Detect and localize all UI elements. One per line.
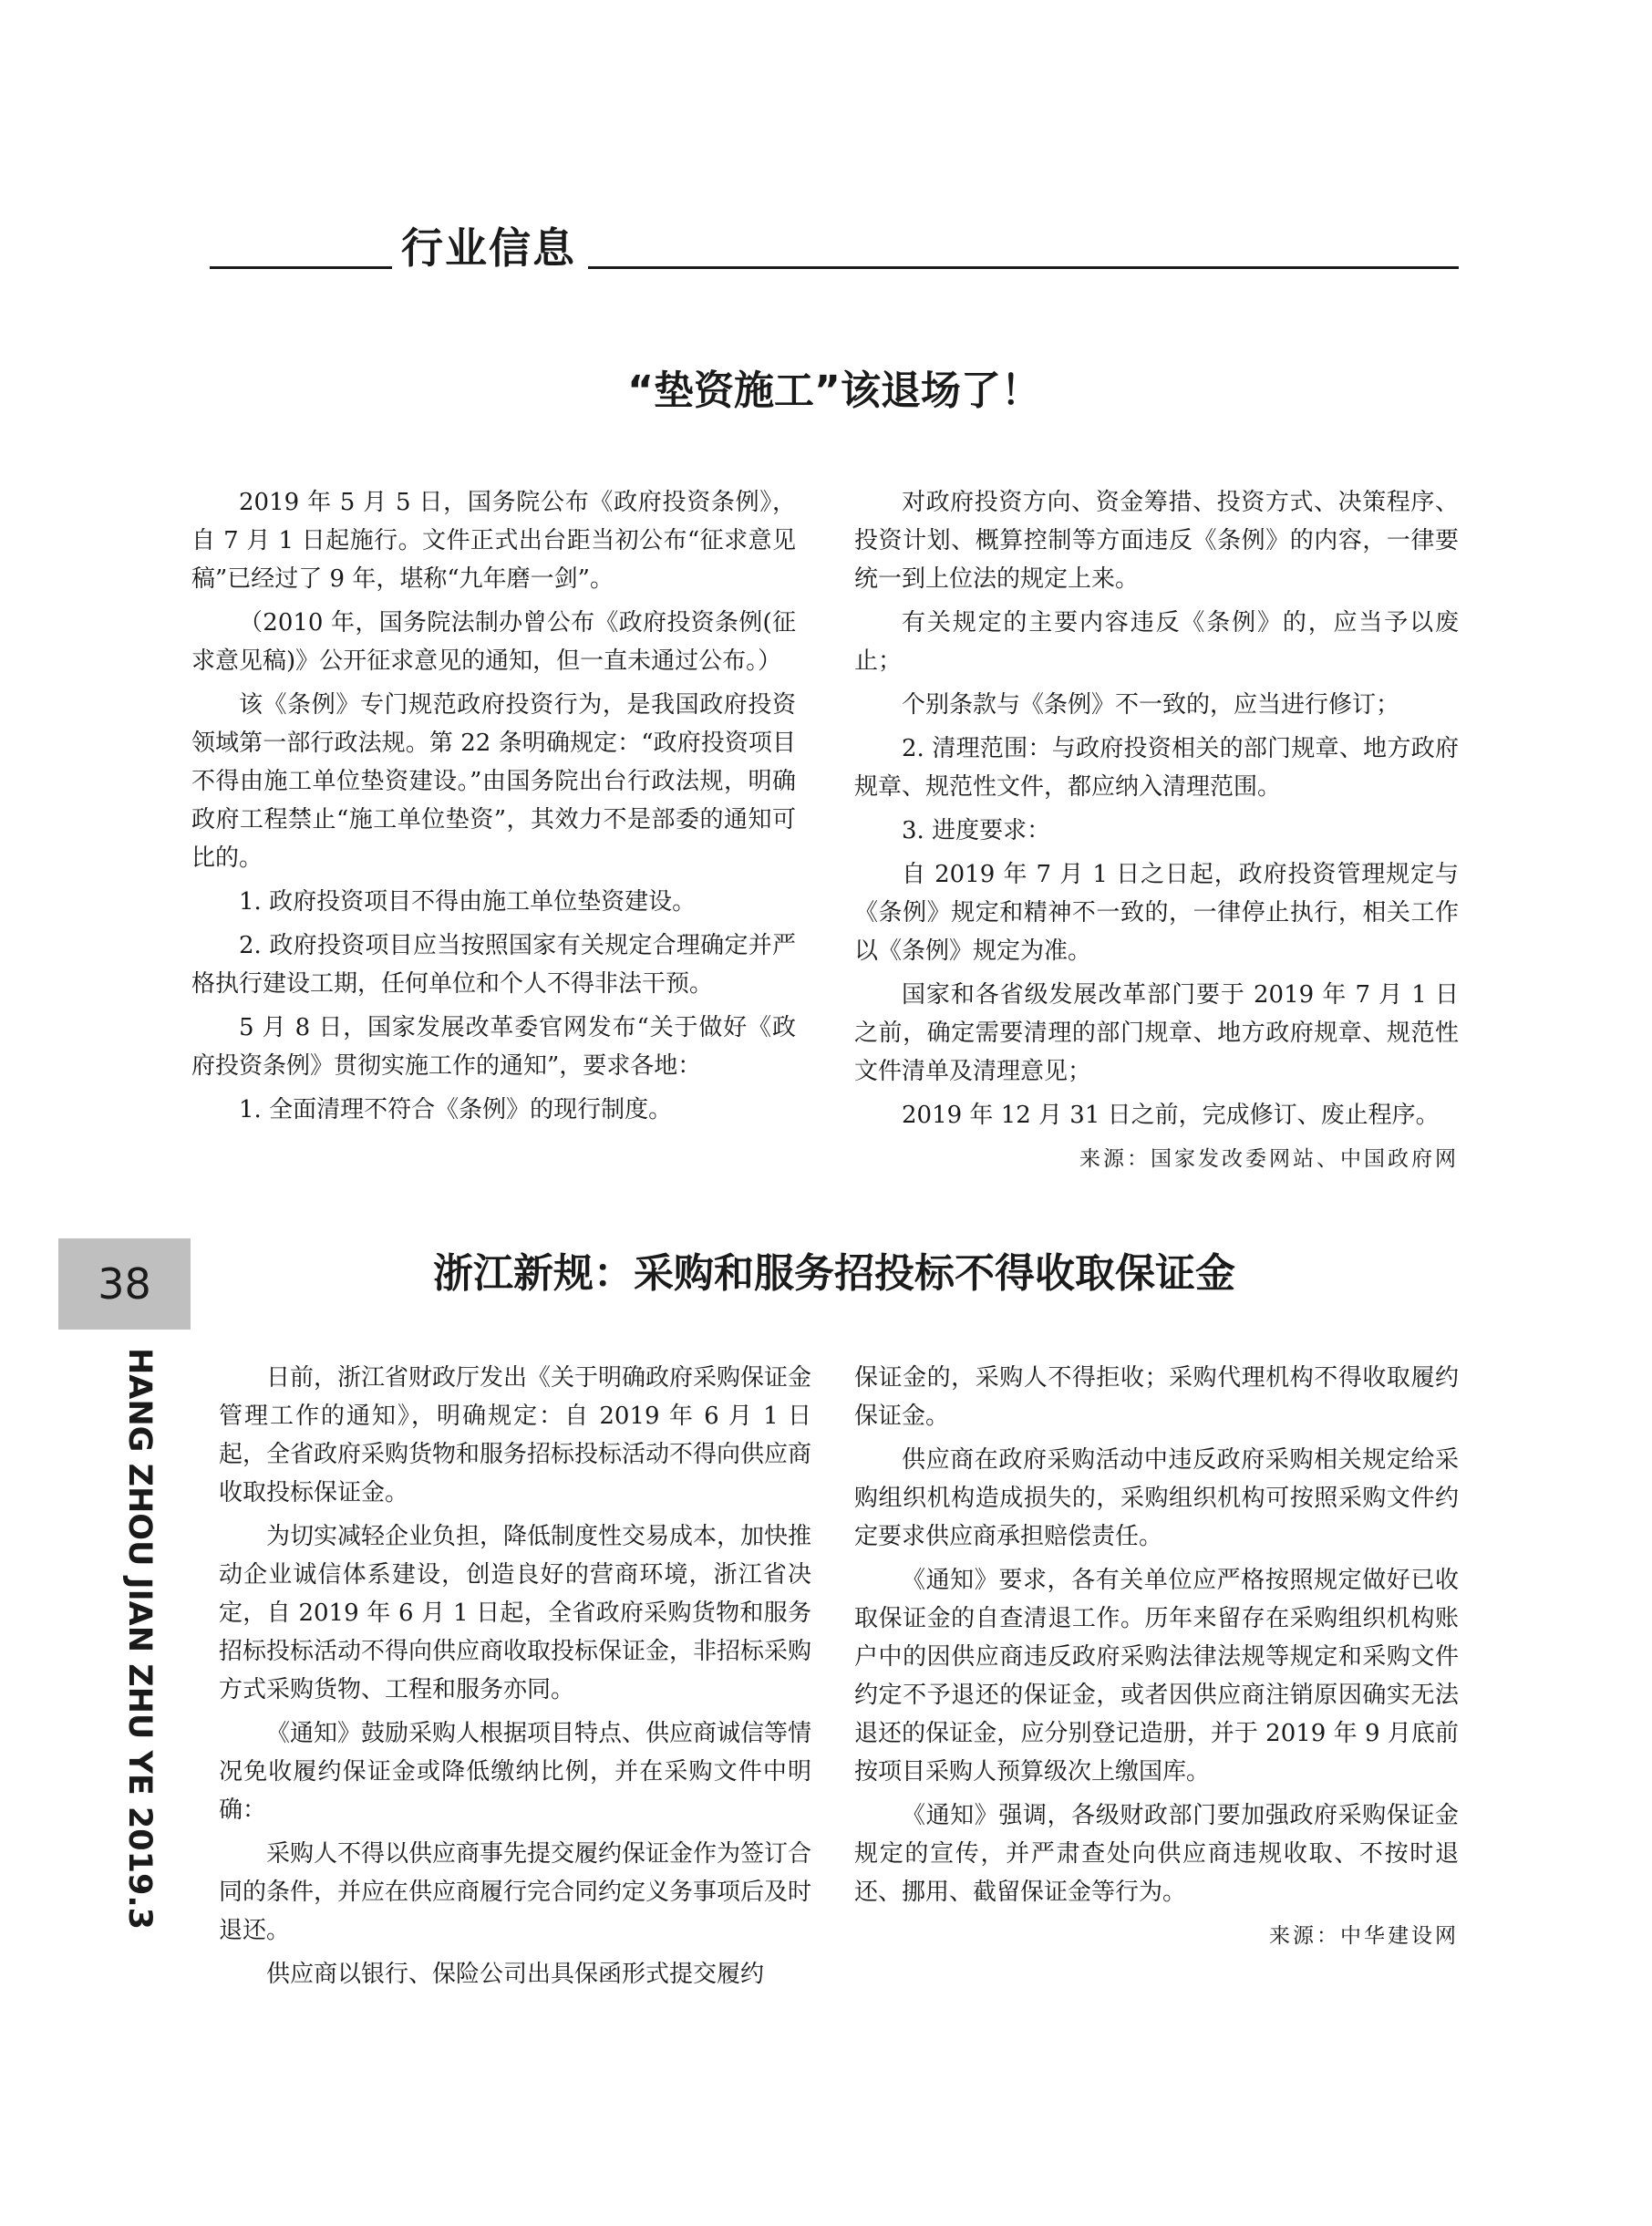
paragraph: 《通知》强调，各级财政部门要加强政府采购保证金规定的宣传，并严肃查处向供应商违规收取、不按时退还、挪用、截留保证金等行为。	[854, 1802, 1459, 1906]
paragraph: 《通知》鼓励采购人根据项目特点、供应商诚信等情况免收履约保证金或降低缴纳比例，并在采购文件中明确：	[219, 1720, 812, 1824]
paragraph: 供应商以银行、保险公司出具保函形式提交履约	[266, 1961, 765, 1988]
article-1-source: 来源：国家发改委网站、中国政府网	[1079, 1147, 1459, 1171]
vertical-masthead: HANG ZHOU JIAN ZHU YE 2019.3	[121, 1348, 158, 1930]
paragraph: 3. 进度要求：	[902, 817, 1051, 844]
paragraph: 有关规定的主要内容违反《条例》的，应当予以废止；	[854, 609, 1459, 675]
paragraph-continuation: 保证金的，采购人不得拒收；采购代理机构不得收取履约保证金。	[854, 1364, 1459, 1430]
paragraph: 2. 政府投资项目应当按照国家有关规定合理确定并严格执行建设工期，任何单位和个人不得非法干预。	[191, 932, 796, 998]
paragraph: 供应商在政府采购活动中违反政府采购相关规定给采购组织机构造成损失的，采购组织机构可按照采购文件约定要求供应商承担赔偿责任。	[854, 1446, 1459, 1550]
article-2-column-left	[219, 1359, 811, 1999]
paragraph: 自 2019 年 7 月 1 日之日起，政府投资管理规定与《条例》规定和精神不一致的，一律停止执行，相关工作以《条例》规定为准。	[854, 861, 1459, 965]
article-1-column-right	[854, 483, 1459, 1184]
paragraph: 日前，浙江省财政厅发出《关于明确政府采购保证金管理工作的通知》，明确规定：自 2019 年 6 月 1 日起，全省政府采购货物和服务招标投标活动不得向供应商收取投标保证金。	[219, 1364, 812, 1506]
paragraph: 个别条款与《条例》不一致的，应当进行修订；	[902, 691, 1400, 719]
section-header	[210, 215, 1459, 273]
paragraph: 2019 年 5 月 5 日，国务院公布《政府投资条例》，自 7 月 1 日起施行。文件正式出台距当初公布“征求意见稿”已经过了 9 年，堪称“九年磨一剑”。	[191, 489, 796, 593]
article-1-column-left	[191, 483, 796, 1134]
paragraph: 2019 年 12 月 31 日之前，完成修订、废止程序。	[902, 1102, 1440, 1129]
paragraph: 2. 清理范围：与政府投资相关的部门规章、地方政府规章、规范性文件，都应纳入清理范围。	[854, 735, 1459, 801]
paragraph: 5 月 8 日，国家发展改革委官网发布“关于做好《政府投资条例》贯彻实施工作的通知”，要求各地：	[191, 1014, 796, 1080]
paragraph: 1. 全面清理不符合《条例》的现行制度。	[239, 1096, 673, 1123]
paragraph: 该《条例》专门规范政府投资行为，是我国政府投资领域第一部行政法规。第 22 条明确规定：“政府投资项目不得由施工单位垫资建设。”由国务院出台行政法规，明确政府工程禁止“施工单位垫资”，其效力不是部委的通知可比的。	[191, 691, 796, 872]
article-1-title: “垫资施工”该退场了！	[627, 368, 1041, 414]
header-rule-left	[210, 266, 392, 269]
section-label: 行业信息	[401, 223, 576, 273]
article-2-column-right	[854, 1359, 1459, 1961]
paragraph: 国家和各省级发展改革部门要于 2019 年 7 月 1 日之前，确定需要清理的部门规章、地方政府规章、规范性文件清单及清理意见；	[854, 981, 1459, 1085]
paragraph: （2010 年，国务院法制办曾公布《政府投资条例(征求意见稿)》公开征求意见的通知，但一直未通过公布。）	[191, 609, 796, 675]
paragraph: 为切实减轻企业负担，降低制度性交易成本，加快推动企业诚信体系建设，创造良好的营商环境，浙江省决定，自 2019 年 6 月 1 日起，全省政府采购货物和服务招标投标活动不得向供应商收取投标保证金，非招标采购方式采购货物、工程和服务亦同。	[219, 1523, 812, 1703]
paragraph: 对政府投资方向、资金筹措、投资方式、决策程序、投资计划、概算控制等方面违反《条例》的内容，一律要统一到上位法的规定上来。	[854, 489, 1459, 593]
page-number: 38	[58, 1238, 191, 1330]
paragraph: 1. 政府投资项目不得由施工单位垫资建设。	[239, 888, 697, 916]
paragraph: 采购人不得以供应商事先提交履约保证金作为签订合同的条件，并应在供应商履行完合同约定义务事项后及时退还。	[219, 1840, 812, 1944]
article-2-title: 浙江新规：采购和服务招投标不得收取保证金	[433, 1250, 1235, 1297]
header-rule-right	[588, 266, 1459, 269]
paragraph: 《通知》要求，各有关单位应严格按照规定做好已收取保证金的自查清退工作。历年来留存在采购组织机构账户中的因供应商违反政府采购法律法规等规定和采购文件约定不予退还的保证金，或者因供应商注销原因确实无法退还的保证金，应分别登记造册，并于 2019 年 9 月底前按项目采购人预算级次上缴国库。	[854, 1567, 1459, 1786]
article-2-source: 来源：中华建设网	[1269, 1924, 1459, 1948]
